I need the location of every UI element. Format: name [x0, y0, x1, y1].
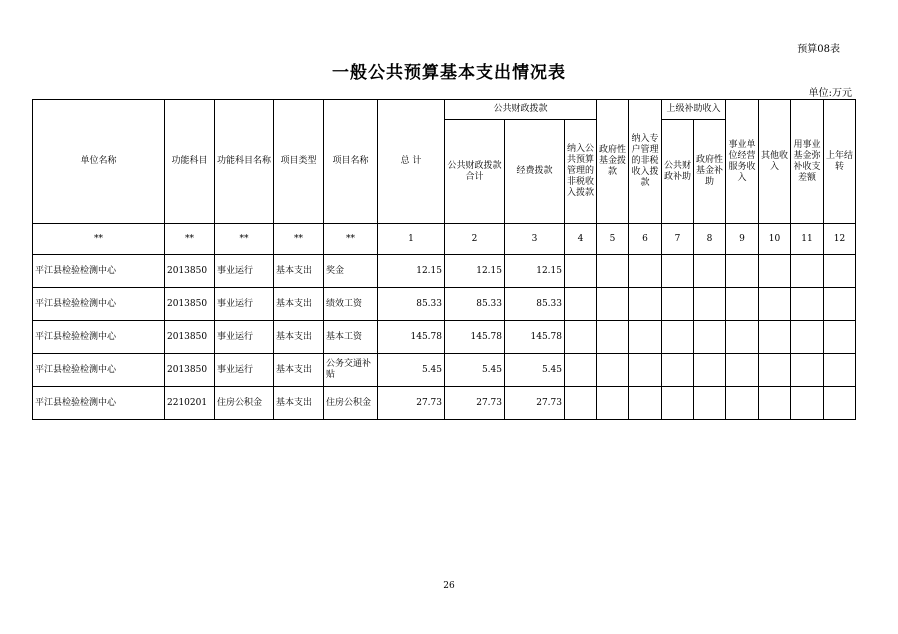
cell-empty	[726, 387, 759, 420]
cell-empty	[565, 321, 597, 354]
header-pf-funding: 经费拨款	[505, 120, 565, 224]
cell-empty	[662, 288, 694, 321]
cell-empty	[726, 255, 759, 288]
header-item-type: 项目类型	[274, 100, 324, 224]
cell-empty	[694, 354, 726, 387]
cell-empty	[662, 255, 694, 288]
cell-empty	[597, 321, 629, 354]
index-cell: 1	[378, 224, 445, 255]
cell-empty	[597, 255, 629, 288]
page-title: 一般公共预算基本支出情况表	[332, 63, 566, 83]
cell-empty	[791, 288, 824, 321]
header-func-subject-name: 功能科目名称	[215, 100, 274, 224]
header-special-nontax: 纳入专户管理的非税收入拨款	[629, 100, 662, 224]
header-carryover: 上年结转	[824, 100, 856, 224]
cell-item-type: 基本支出	[274, 387, 324, 420]
cell-total: 85.33	[378, 288, 445, 321]
index-cell: 7	[662, 224, 694, 255]
cell-pf-subtotal: 145.78	[445, 321, 505, 354]
cell-empty	[824, 288, 856, 321]
cell-func-code: 2013850	[165, 255, 215, 288]
index-cell: **	[33, 224, 165, 255]
cell-empty	[759, 255, 791, 288]
cell-unit-name: 平江县检验检测中心	[33, 288, 165, 321]
cell-func-code: 2013850	[165, 288, 215, 321]
cell-empty	[791, 321, 824, 354]
cell-pf-funding: 27.73	[505, 387, 565, 420]
header-func-subject: 功能科目	[165, 100, 215, 224]
budget-table	[32, 99, 856, 420]
index-cell: 12	[824, 224, 856, 255]
index-cell: 10	[759, 224, 791, 255]
cell-empty	[597, 288, 629, 321]
table-row	[33, 321, 856, 354]
header-business-income: 事业单位经营服务收入	[726, 100, 759, 224]
cell-empty	[791, 387, 824, 420]
cell-item-type: 基本支出	[274, 354, 324, 387]
cell-empty	[791, 255, 824, 288]
cell-empty	[694, 321, 726, 354]
cell-empty	[824, 387, 856, 420]
cell-func-name: 事业运行	[215, 288, 274, 321]
index-cell: 5	[597, 224, 629, 255]
cell-item-name: 住房公积金	[324, 387, 378, 420]
cell-func-name: 事业运行	[215, 354, 274, 387]
cell-item-type: 基本支出	[274, 288, 324, 321]
cell-func-name: 事业运行	[215, 321, 274, 354]
cell-item-name: 奖金	[324, 255, 378, 288]
cell-func-name: 住房公积金	[215, 387, 274, 420]
header-public-finance: 公共财政拨款	[445, 100, 597, 120]
index-cell: 6	[629, 224, 662, 255]
cell-item-type: 基本支出	[274, 321, 324, 354]
cell-empty	[597, 387, 629, 420]
cell-func-code: 2210201	[165, 387, 215, 420]
cell-unit-name: 平江县检验检测中心	[33, 255, 165, 288]
header-pf-nontax: 纳入公共预算管理的非税收入拨款	[565, 120, 597, 224]
cell-pf-subtotal: 5.45	[445, 354, 505, 387]
header-other-income: 其他收入	[759, 100, 791, 224]
cell-item-type: 基本支出	[274, 255, 324, 288]
header-superior-subsidy: 上级补助收入	[662, 100, 726, 120]
index-cell: **	[165, 224, 215, 255]
cell-func-code: 2013850	[165, 354, 215, 387]
cell-empty	[726, 288, 759, 321]
cell-pf-funding: 145.78	[505, 321, 565, 354]
cell-empty	[791, 354, 824, 387]
cell-empty	[694, 255, 726, 288]
index-cell: **	[274, 224, 324, 255]
cell-empty	[597, 354, 629, 387]
cell-item-name: 基本工资	[324, 321, 378, 354]
cell-empty	[629, 288, 662, 321]
cell-func-name: 事业运行	[215, 255, 274, 288]
header-item-name: 项目名称	[324, 100, 378, 224]
cell-pf-subtotal: 12.15	[445, 255, 505, 288]
cell-pf-subtotal: 85.33	[445, 288, 505, 321]
cell-unit-name: 平江县检验检测中心	[33, 354, 165, 387]
cell-total: 5.45	[378, 354, 445, 387]
header-total: 总 计	[378, 100, 445, 224]
header-gov-fund: 政府性基金拨款	[597, 100, 629, 224]
cell-pf-funding: 85.33	[505, 288, 565, 321]
cell-unit-name: 平江县检验检测中心	[33, 387, 165, 420]
header-pf-subtotal: 公共财政拨款合计	[445, 120, 505, 224]
header-sup-public: 公共财政补助	[662, 120, 694, 224]
index-cell: 11	[791, 224, 824, 255]
cell-pf-funding: 12.15	[505, 255, 565, 288]
cell-item-name: 公务交通补贴	[324, 354, 378, 387]
index-cell: 9	[726, 224, 759, 255]
cell-empty	[726, 321, 759, 354]
cell-item-name: 绩效工资	[324, 288, 378, 321]
unit-label: 单位:万元	[808, 88, 852, 99]
page-number: 26	[443, 581, 455, 591]
cell-empty	[629, 255, 662, 288]
cell-empty	[824, 354, 856, 387]
cell-empty	[726, 354, 759, 387]
cell-pf-funding: 5.45	[505, 354, 565, 387]
index-cell: **	[215, 224, 274, 255]
cell-func-code: 2013850	[165, 321, 215, 354]
index-row	[33, 224, 856, 255]
form-code: 预算08表	[797, 44, 840, 55]
cell-empty	[759, 354, 791, 387]
cell-empty	[662, 354, 694, 387]
cell-unit-name: 平江县检验检测中心	[33, 321, 165, 354]
header-fund-balance: 用事业基金弥补收支差额	[791, 100, 824, 224]
table-row	[33, 387, 856, 420]
table-row	[33, 288, 856, 321]
header-unit-name: 单位名称	[33, 100, 165, 224]
cell-empty	[629, 321, 662, 354]
cell-empty	[694, 387, 726, 420]
index-cell: 8	[694, 224, 726, 255]
index-cell: **	[324, 224, 378, 255]
cell-empty	[629, 354, 662, 387]
cell-empty	[759, 321, 791, 354]
cell-empty	[824, 321, 856, 354]
cell-empty	[565, 288, 597, 321]
cell-empty	[662, 387, 694, 420]
cell-total: 27.73	[378, 387, 445, 420]
cell-pf-subtotal: 27.73	[445, 387, 505, 420]
header-sup-gov-fund: 政府性基金补助	[694, 120, 726, 224]
cell-empty	[759, 387, 791, 420]
index-cell: 4	[565, 224, 597, 255]
table-row	[33, 255, 856, 288]
cell-empty	[565, 387, 597, 420]
index-cell: 3	[505, 224, 565, 255]
cell-empty	[759, 288, 791, 321]
cell-empty	[694, 288, 726, 321]
cell-empty	[565, 255, 597, 288]
cell-empty	[824, 255, 856, 288]
index-cell: 2	[445, 224, 505, 255]
table-row	[33, 354, 856, 387]
cell-total: 12.15	[378, 255, 445, 288]
cell-empty	[629, 387, 662, 420]
cell-empty	[565, 354, 597, 387]
cell-empty	[662, 321, 694, 354]
cell-total: 145.78	[378, 321, 445, 354]
